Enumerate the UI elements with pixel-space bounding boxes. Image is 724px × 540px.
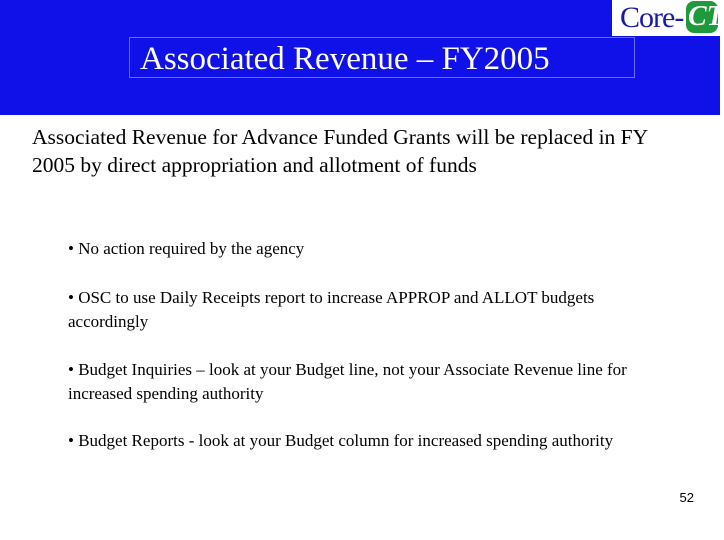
page-number: 52	[679, 490, 694, 505]
main-statement: Associated Revenue for Advance Funded Grants will be replaced in FY 2005 by direct appropriation and allotment of funds	[32, 125, 648, 177]
bullet-item-2: • OSC to use Daily Receipts report to increase APPROP and ALLOT budgets accordingly	[68, 288, 595, 331]
bullet-item-3: • Budget Inquiries – look at your Budget line, not your Associate Revenue line for increased spending authority	[68, 360, 627, 403]
logo-ct-letters: CT	[688, 1, 724, 32]
slide-title: Associated Revenue – FY2005	[140, 41, 550, 77]
logo-text: Core-	[620, 1, 684, 34]
logo-ct-mark	[686, 1, 724, 33]
slide-title-box	[129, 37, 635, 78]
bullet-item-4: • Budget Reports - look at your Budget column for increased spending authority	[68, 431, 614, 450]
bullet-item-1: • No action required by the agency	[68, 239, 305, 258]
